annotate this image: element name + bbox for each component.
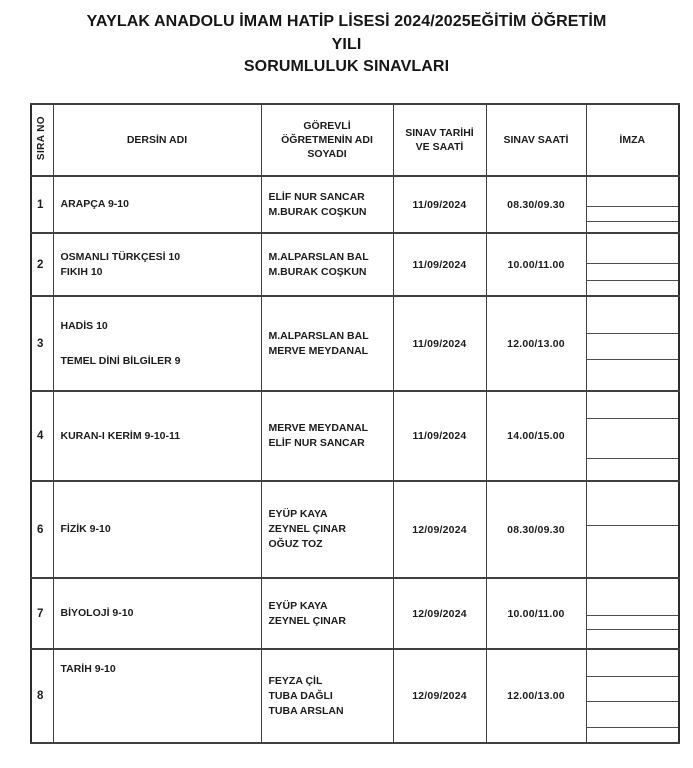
teacher-name: FEYZA ÇİL xyxy=(268,674,323,687)
table-row xyxy=(31,296,679,391)
course-name-cell xyxy=(53,176,261,233)
teacher-name: M.BURAK COŞKUN xyxy=(268,205,367,218)
row-number: 7 xyxy=(31,578,53,649)
teacher-name: TUBA DAĞLI xyxy=(268,689,333,702)
teacher-name: EYÜP KAYA xyxy=(268,599,328,612)
exam-date: 11/09/2024 xyxy=(393,233,486,296)
course-name-cell xyxy=(53,649,261,743)
course-name: FIKIH 10 xyxy=(60,265,103,278)
signature-cell xyxy=(586,578,679,649)
exam-date: 12/09/2024 xyxy=(393,649,486,743)
exam-date: 11/09/2024 xyxy=(393,296,486,391)
teacher-name: EYÜP KAYA xyxy=(268,508,328,520)
signature-line xyxy=(587,263,679,264)
teacher-names-cell xyxy=(261,578,393,649)
teacher-names-cell xyxy=(261,296,393,391)
document-title-line2: YILI xyxy=(331,35,362,53)
course-name: FİZİK 9-10 xyxy=(60,523,111,535)
header-sinav-tarihi xyxy=(393,104,486,176)
teacher-name: M.ALPARSLAN BAL xyxy=(268,329,369,342)
signature-line xyxy=(587,221,679,222)
teacher-name: MERVE MEYDANAL xyxy=(268,344,369,357)
course-name: ARAPÇA 9-10 xyxy=(60,198,129,210)
exam-time: 12.00/13.00 xyxy=(486,649,586,743)
signature-line xyxy=(587,206,679,207)
exam-time: 12.00/13.00 xyxy=(486,296,586,391)
teacher-name: M.ALPARSLAN BAL xyxy=(268,250,369,263)
signature-cell xyxy=(586,176,679,233)
teacher-name: M.BURAK COŞKUN xyxy=(268,265,367,278)
signature-cell xyxy=(586,481,679,578)
teacher-names-cell xyxy=(261,649,393,743)
teacher-name: MERVE MEYDANAL xyxy=(268,422,369,434)
signature-line xyxy=(587,615,679,616)
exam-time: 10.00/11.00 xyxy=(486,578,586,649)
signature-line xyxy=(587,701,679,702)
exam-date: 12/09/2024 xyxy=(393,578,486,649)
header-sinav-saati-label: SINAV SAATİ xyxy=(503,134,569,146)
course-names xyxy=(61,429,261,444)
teacher-name: TUBA ARSLAN xyxy=(268,704,344,717)
table-body xyxy=(31,176,679,743)
table-row xyxy=(31,578,679,649)
course-name: BİYOLOJİ 9-10 xyxy=(60,607,134,619)
header-sira-no xyxy=(31,104,53,176)
row-number: 2 xyxy=(31,233,53,296)
row-number: 8 xyxy=(31,649,53,743)
course-name: KURAN-I KERİM 9-10-11 xyxy=(60,429,181,442)
signature-cell xyxy=(586,296,679,391)
row-number: 1 xyxy=(31,176,53,233)
signature-line xyxy=(587,418,679,419)
course-name: HADİS 10 xyxy=(60,319,108,332)
teacher-names-cell xyxy=(261,176,393,233)
signature-line xyxy=(587,458,679,459)
table-row xyxy=(31,233,679,296)
signature-line xyxy=(587,280,679,281)
course-names xyxy=(61,662,261,677)
teacher-names-cell xyxy=(261,233,393,296)
header-gorevli xyxy=(261,104,393,176)
course-name-cell xyxy=(53,233,261,296)
row-number: 3 xyxy=(31,296,53,391)
table-row xyxy=(31,391,679,481)
teacher-name: ELİF NUR SANCAR xyxy=(268,437,365,449)
teacher-name: OĞUZ TOZ xyxy=(268,538,323,550)
course-name-cell xyxy=(53,578,261,649)
course-name: TEMEL DİNİ BİLGİLER 9 xyxy=(60,354,181,367)
header-dersin-adi-label: DERSİN ADI xyxy=(126,134,188,146)
signature-line xyxy=(587,359,679,360)
header-row xyxy=(31,104,679,176)
teacher-names-cell xyxy=(261,481,393,578)
course-names xyxy=(61,606,261,621)
document-title-line3: SORUMLULUK SINAVLARI xyxy=(243,58,450,75)
header-gorevli-label: GÖREVLİ ÖĞRETMENİN ADI SOYADI xyxy=(281,120,373,160)
exam-date: 11/09/2024 xyxy=(393,176,486,233)
table-row xyxy=(31,176,679,233)
exam-time: 08.30/09.30 xyxy=(486,176,586,233)
course-name: OSMANLI TÜRKÇESİ 10 xyxy=(60,250,181,263)
exam-schedule-table xyxy=(30,103,680,744)
teacher-name: ELİF NUR SANCAR xyxy=(268,190,365,203)
course-names xyxy=(61,250,261,280)
header-sinav-saati xyxy=(486,104,586,176)
exam-date: 11/09/2024 xyxy=(393,391,486,481)
signature-cell xyxy=(586,391,679,481)
signature-cell xyxy=(586,649,679,743)
course-name: TARİH 9-10 xyxy=(60,663,116,675)
course-names xyxy=(61,522,261,537)
header-imza-label: İMZA xyxy=(619,134,646,146)
teacher-name: ZEYNEL ÇINAR xyxy=(268,523,346,535)
table-header xyxy=(31,104,679,176)
course-name-cell xyxy=(53,391,261,481)
signature-cell xyxy=(586,233,679,296)
course-names xyxy=(61,319,261,369)
document-title-line1: YAYLAK ANADOLU İMAM HATİP LİSESİ 2024/2025EĞİTİM ÖĞRETİM xyxy=(86,13,607,30)
signature-line xyxy=(587,333,679,334)
signature-line xyxy=(587,525,679,526)
teacher-name: ZEYNEL ÇINAR xyxy=(268,614,346,627)
teacher-names-cell xyxy=(261,391,393,481)
table-row xyxy=(31,649,679,743)
row-number: 6 xyxy=(31,481,53,578)
table-row xyxy=(31,481,679,578)
exam-time: 08.30/09.30 xyxy=(486,481,586,578)
header-sinav-tarihi-label: SINAV TARİHİ VE SAATİ xyxy=(405,127,474,153)
course-name-cell xyxy=(53,296,261,391)
header-imza xyxy=(586,104,679,176)
exam-time: 10.00/11.00 xyxy=(486,233,586,296)
exam-date: 12/09/2024 xyxy=(393,481,486,578)
header-sira-no-label: SIRA NO xyxy=(36,115,48,161)
signature-line xyxy=(587,727,679,728)
row-number: 4 xyxy=(31,391,53,481)
exam-time: 14.00/15.00 xyxy=(486,391,586,481)
course-name-cell xyxy=(53,481,261,578)
header-dersin-adi xyxy=(53,104,261,176)
document-title xyxy=(0,11,693,79)
signature-line xyxy=(587,676,679,677)
signature-line xyxy=(587,629,679,630)
course-names xyxy=(61,197,261,212)
